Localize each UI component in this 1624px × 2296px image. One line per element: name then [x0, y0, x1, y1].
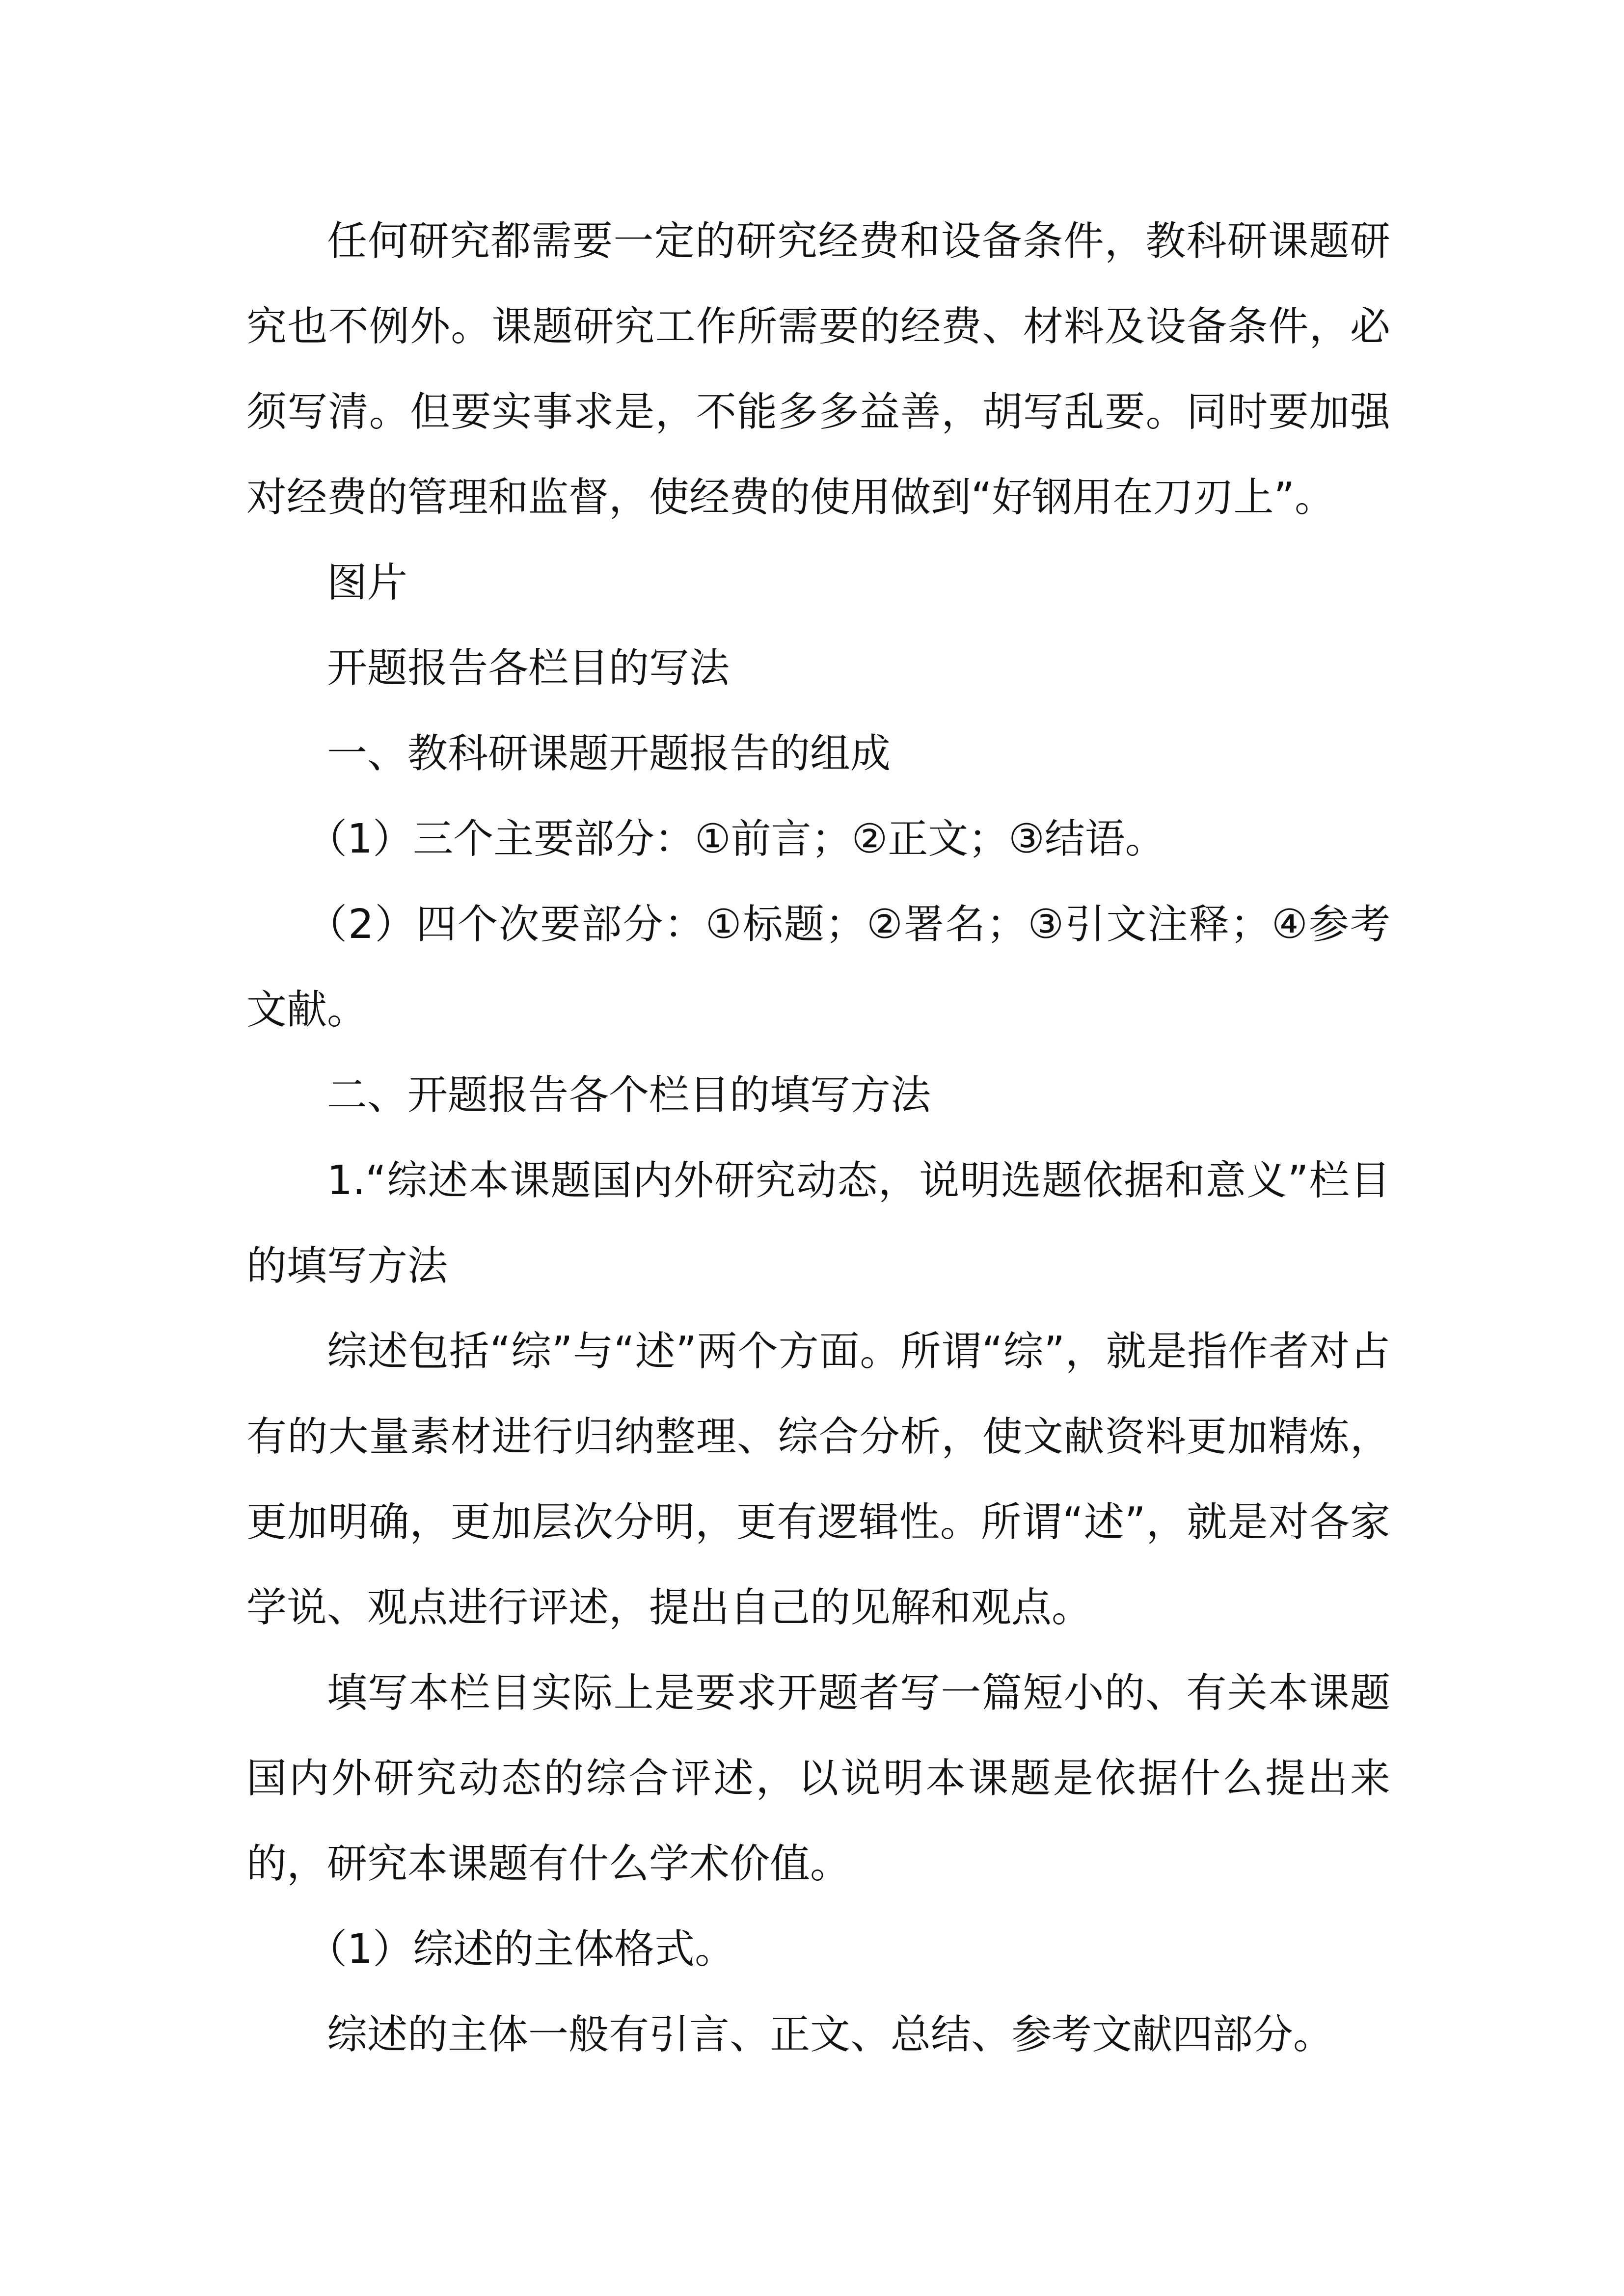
- list-item-main-parts: （1）三个主要部分：①前言；②正文；③结语。: [307, 816, 1165, 862]
- subheading-review-column: 1.“综述本课题国内外研究动态，说明选题依据和意义”栏目的填写方法: [246, 1157, 1390, 1289]
- document-page: [246, 199, 1390, 2078]
- heading-fill-method: 二、开题报告各个栏目的填写方法: [327, 1072, 931, 1119]
- list-item-secondary-parts: （2）四个次要部分：①标题；②署名；③引文注释；④参考文献。: [246, 901, 1390, 1033]
- paragraph-review-definition: 综述包括“综”与“述”两个方面。所谓“综”，就是指作者对占有的大量素材进行归纳整理、综合分析，使文献资料更加精炼，更加明确，更加层次分明，更有逻辑性。所谓“述”，就是对各家学说、观点进行评述，提出自己的见解和观点。: [246, 1328, 1390, 1631]
- paragraph-column-purpose: 填写本栏目实际上是要求开题者写一篇短小的、有关本课题国内外研究动态的综合评述，以说明本课题是依据什么提出来的，研究本课题有什么学术价值。: [246, 1670, 1390, 1887]
- list-item-review-format: （1）综述的主体格式。: [307, 1926, 735, 1973]
- section-heading-columns: 开题报告各栏目的写法: [327, 645, 730, 692]
- heading-composition: 一、教科研课题开题报告的组成: [327, 730, 891, 777]
- paragraph-review-structure: 综述的主体一般有引言、正文、总结、参考文献四部分。: [327, 2011, 1334, 2058]
- paragraph-funding: 任何研究都需要一定的研究经费和设备条件，教科研课题研究也不例外。课题研究工作所需要的经费、材料及设备条件，必须写清。但要实事求是，不能多多益善，胡写乱要。同时要加强对经费的管理和监督，使经费的使用做到“好钢用在刀刃上”。: [246, 218, 1390, 521]
- paragraph-image-caption: 图片: [327, 560, 408, 606]
